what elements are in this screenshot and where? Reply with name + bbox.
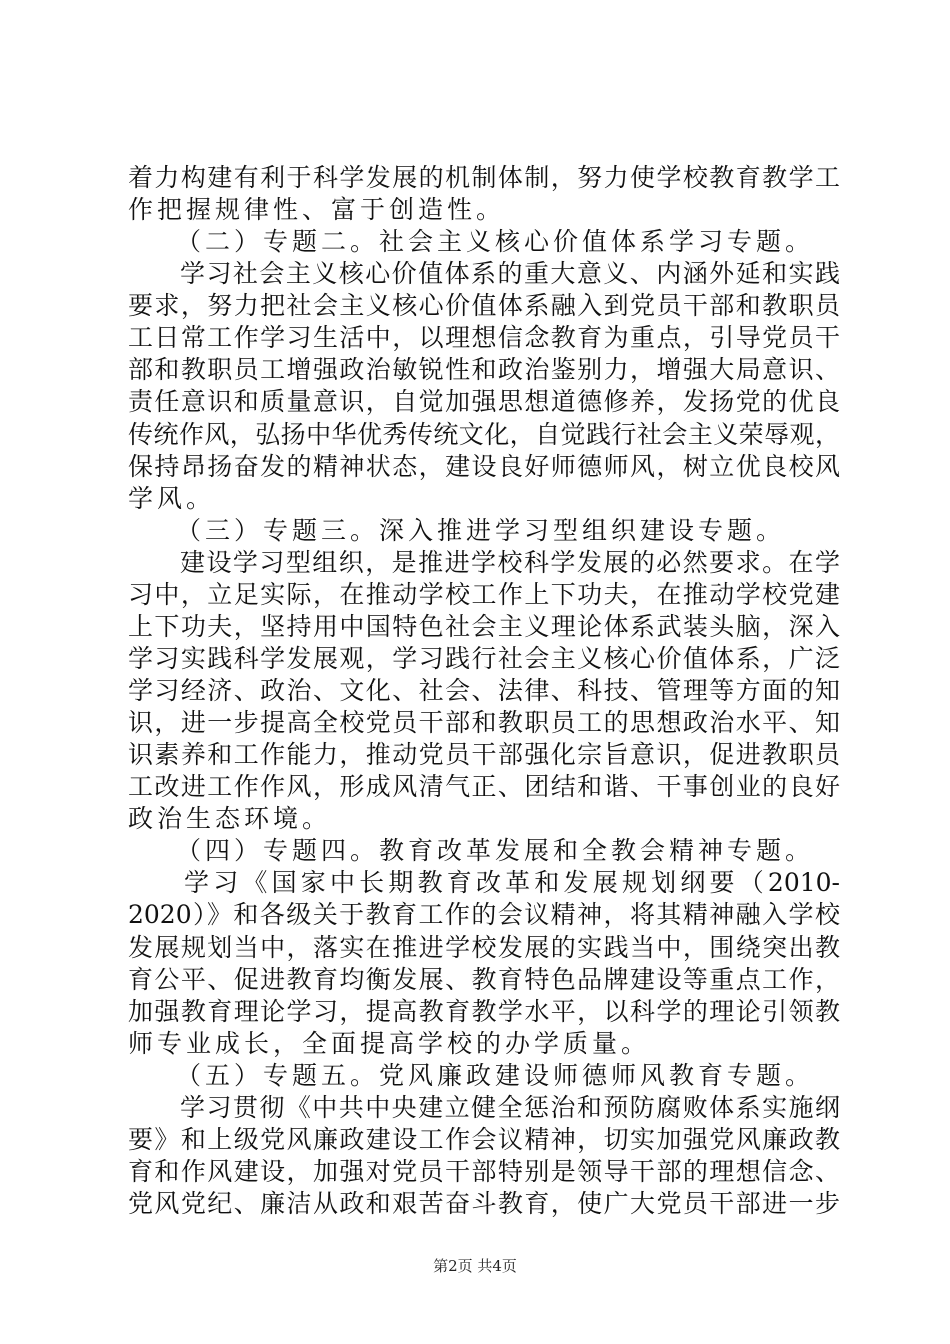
text-line: （三）专题三。深入推进学习型组织建设专题。	[176, 516, 786, 545]
text-line: 师专业成长，全面提高学校的办学质量。	[128, 1029, 651, 1058]
text-line: 识素养和工作能力，推动党员干部强化宗旨意识，促进教职员	[128, 740, 840, 769]
text-line: （二）专题二。社会主义核心价值体系学习专题。	[176, 227, 815, 256]
text-line: 保持昂扬奋发的精神状态，建设良好师德师风，树立优良校风	[128, 452, 840, 481]
text-line: 着力构建有利于科学发展的机制体制，努力使学校教育教学工	[128, 163, 840, 192]
text-line: 上下功夫，坚持用中国特色社会主义理论体系武装头脑，深入	[128, 612, 840, 641]
text-line: 学习《国家中长期教育改革和发展规划纲要（2010-	[184, 868, 840, 897]
text-line: 育公平、促进教育均衡发展、教育特色品牌建设等重点工作，	[128, 965, 840, 994]
text-line: 学风。	[128, 484, 216, 513]
text-line: 传统作风，弘扬中华优秀传统文化，自觉践行社会主义荣辱观，	[128, 420, 840, 449]
text-line: （五）专题五。党风廉政建设师德师风教育专题。	[176, 1061, 815, 1090]
text-line: 责任意识和质量意识，自觉加强思想道德修养，发扬党的优良	[128, 387, 840, 416]
text-line: 识，进一步提高全校党员干部和教职员工的思想政治水平、知	[128, 708, 840, 737]
text-line: 作把握规律性、富于创造性。	[128, 195, 506, 224]
text-line: 要》和上级党风廉政建设工作会议精神，切实加强党风廉政教	[128, 1125, 840, 1154]
text-line: 学习贯彻《中共中央建立健全惩治和预防腐败体系实施纲	[180, 1093, 840, 1122]
text-line: 学习社会主义核心价值体系的重大意义、内涵外延和实践	[180, 259, 840, 288]
text-line: 习中，立足实际，在推动学校工作上下功夫，在推动学校党建	[128, 580, 840, 609]
text-line: 育和作风建设，加强对党员干部特别是领导干部的理想信念、	[128, 1157, 840, 1186]
text-line: 2020）》和各级关于教育工作的会议精神，将其精神融入学校	[128, 900, 840, 929]
text-line: 党风党纪、廉洁从政和艰苦奋斗教育，使广大党员干部进一步	[128, 1189, 840, 1218]
text-line: 部和教职员工增强政治敏锐性和政治鉴别力，增强大局意识、	[128, 355, 840, 384]
page-footer: 第2页 共4页	[433, 1257, 517, 1275]
text-line: 学习实践科学发展观，学习践行社会主义核心价值体系，广泛	[128, 644, 840, 673]
text-line: 政治生态环境。	[128, 804, 332, 833]
text-line: 建设学习型组织，是推进学校科学发展的必然要求。在学	[180, 548, 840, 577]
text-line: 发展规划当中，落实在推进学校发展的实践当中，围绕突出教	[128, 933, 840, 962]
text-line: 工日常工作学习生活中，以理想信念教育为重点，引导党员干	[128, 323, 840, 352]
text-line: 要求，努力把社会主义核心价值体系融入到党员干部和教职员	[128, 291, 840, 320]
text-line: 加强教育理论学习，提高教育教学水平，以科学的理论引领教	[128, 997, 840, 1026]
text-line: （四）专题四。教育改革发展和全教会精神专题。	[176, 836, 815, 865]
text-line: 学习经济、政治、文化、社会、法律、科技、管理等方面的知	[128, 676, 840, 705]
text-line: 工改进工作作风，形成风清气正、团结和谐、干事创业的良好	[128, 772, 840, 801]
